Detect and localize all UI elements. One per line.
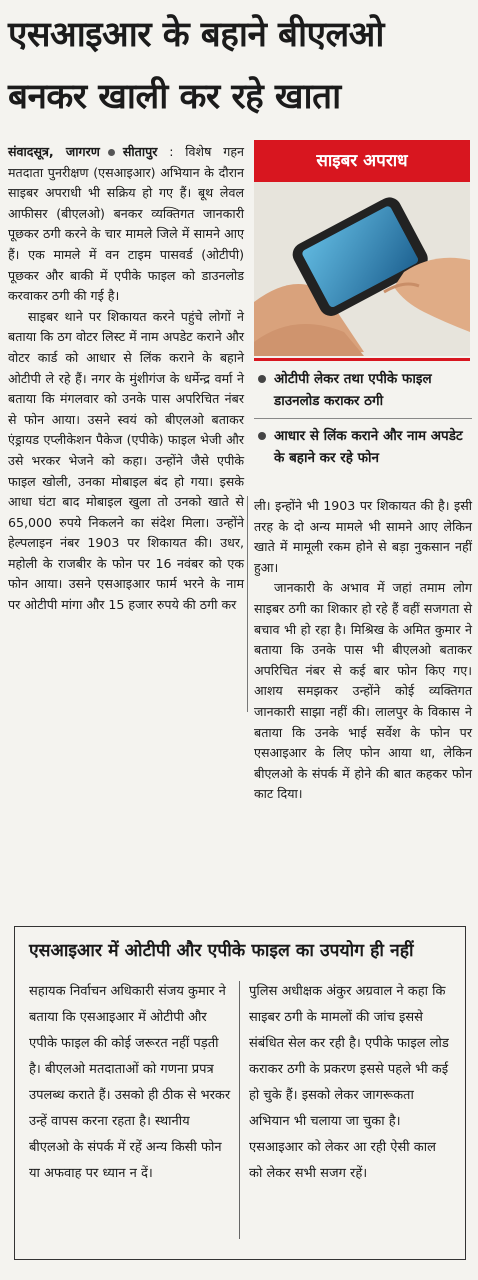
bullet-top-rule	[254, 358, 470, 361]
info-box-right-text: पुलिस अधीक्षक अंकुर अग्रवाल ने कहा कि साइबर ठगी के मामलों की जांच इससे संबंधित सेल कर रही है। एपीके फाइल लोड कराकर ठगी के प्रकरण इससे पहले भी कई हो चुके हैं। इसको लेकर जागरूकता अभियान भी चलाया जा चुका है। एसआइआर को लेकर आ रही ऐसी काल को लेकर सभी सजग रहें।	[249, 984, 449, 1181]
headline: एसआइआर के बहाने बीएलओ बनकर खाली कर रहे खाता	[8, 15, 384, 117]
article-right-column	[254, 496, 472, 805]
article-paragraph: ली। इन्होंने भी 1903 पर शिकायत की है। इसी तरह के दो अन्य मामले भी सामने आए लेकिन खाते में मामूली रकम होने से बड़ा नुकसान नहीं हुआ।	[254, 498, 472, 575]
info-box-title: एसआइआर में ओटीपी और एपीके फाइल का उपयोग ही नहीं	[29, 941, 414, 961]
info-box-divider	[239, 981, 240, 1239]
info-box-left-text: सहायक निर्वाचन अधिकारी संजय कुमार ने बताया कि एसआइआर में ओटीपी और एपीके फाइल की कोई जरूरत नहीं पड़ती है। बीएलओ मतदाताओं को गणना प्रपत्र उपलब्ध कराते हैं। उसको ही ठीक से भरकर उन्हें वापस करना रहता है। स्थानीय बीएलओ के संपर्क में रहें अन्य किसी फोन या अफवाह पर ध्यान न दें।	[29, 984, 231, 1181]
article-left-column	[8, 142, 244, 616]
cyber-crime-photo	[254, 140, 470, 356]
dateline-place: सीतापुर	[122, 144, 158, 159]
bullet-dot-icon	[258, 432, 266, 440]
bullet-dot-icon	[258, 375, 266, 383]
dateline-dot-icon	[108, 149, 115, 156]
bullet-text: ओटीपी लेकर तथा एपीके फाइल डाउनलोड कराकर ठगी	[274, 371, 432, 409]
column-divider	[247, 496, 248, 712]
photo-banner: साइबर अपराध	[254, 140, 470, 182]
hand-holding-phone-image	[254, 182, 470, 356]
article-paragraph: जानकारी के अभाव में जहां तमाम लोग साइबर ठगी का शिकार हो रहे हैं वहीं सजगता से बचाव भी हो रहा है। मिश्रिख के अमित कुमार ने बताया कि उनके पास भी बीएलओ बताकर अपरिचित नंबर से कई बार फोन किए गए। आशय समझकर उन्होंने कोई व्यक्तिगत जानकारी साझा नहीं की। लालपुर के विकास ने बताया कि उनके भाई सर्वेश के फोन पर एसआइआर के लिए फोन आया था, लेकिन बीएलओ के संपर्क में होने की बात कहकर फोन काट दिया।	[254, 580, 472, 802]
dateline-source: संवादसूत्र, जागरण	[8, 144, 100, 159]
bullet-divider	[254, 418, 472, 419]
bullet-item	[254, 425, 472, 469]
article-paragraph	[8, 142, 244, 307]
article-paragraph: साइबर थाने पर शिकायत करने पहुंचे लोगों ने बताया कि ठग वोटर लिस्ट में नाम अपडेट कराने और वोटर कार्ड को आधार से लिंक कराने के बहाने ओटीपी ले रहे हैं। नगर के मुंशीगंज के धर्मेन्द्र वर्मा ने बताया कि मंगलवार को उनके पास अपरिचित नंबर से फोन आया। उसने स्वयं को बीएलओ बताकर एंड्रायड एप्लीकेशन पैकेज (एपीके) फाइल भेजी और उसे भरकर भेजने को कहा। उन्होंने जैसे एपीके फाइल खोली, उनका मोबाइल बंद हो गया। इसके आधा घंटा बाद मोबाइल खुला तो उनको खाते से 65,000 रुपये निकलने का संदेश मिला। उन्होंने हेल्पलाइन नंबर 1903 पर शिकायत की। उधर, महोली के राजबीर के फोन पर 16 नवंबर को एक फोन आया। उसने एसआइआर फार्म भरने के नाम पर ओटीपी मांगा और 15 हजार रुपये की ठगी कर	[8, 308, 244, 613]
highlight-bullets	[254, 368, 472, 475]
bullet-item	[254, 368, 472, 412]
bullet-text: आधार से लिंक कराने और नाम अपडेट के बहाने कर रहे फोन	[274, 428, 463, 466]
lead-text: : विशेष गहन मतदाता पुनरीक्षण (एसआइआर) अभियान के दौरान साइबर अपराधी भी सक्रिय हो गए हैं। बूथ लेवल आफीसर (बीएलओ) बनकर व्यक्तिगत जानकारी पूछकर ठगी करने के चार मामले जिले में सामने आए हैं। एक मामले में वन टाइम पासवर्ड (ओटीपी) पूछकर और बाकी में एपीके फाइल को डाउनलोड करवाकर ठगी की गई है।	[8, 144, 244, 304]
info-box	[14, 926, 466, 1260]
